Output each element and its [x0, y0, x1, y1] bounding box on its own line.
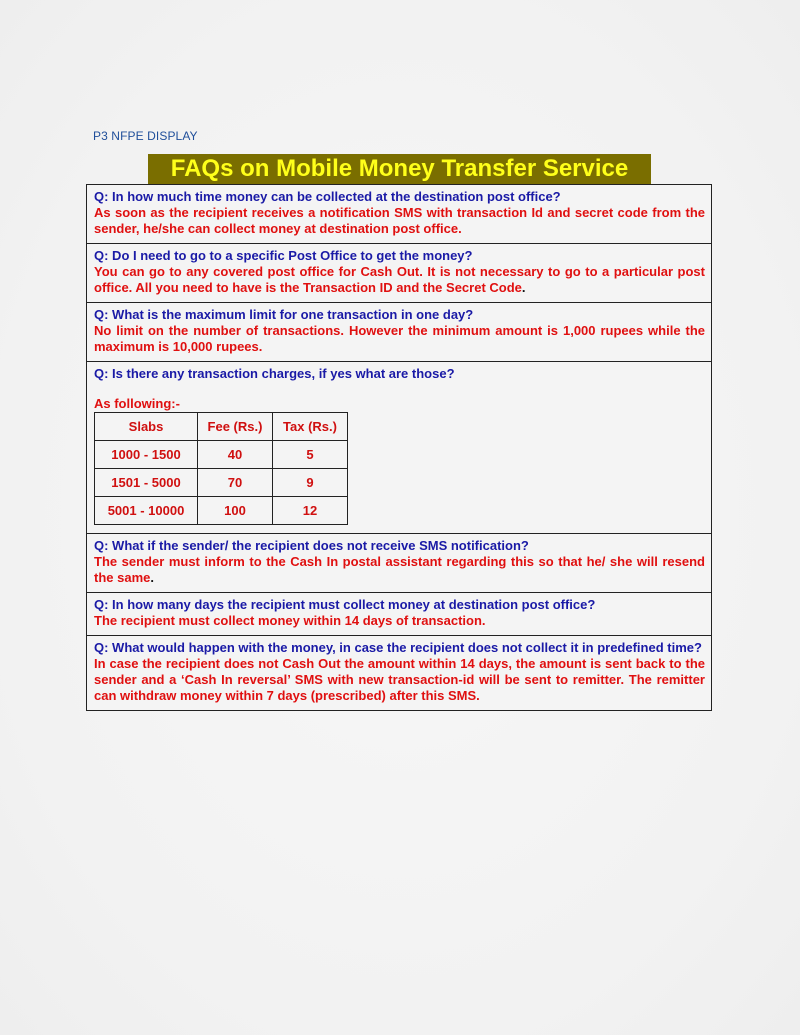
table-cell: 70 — [198, 469, 273, 497]
table-header-row — [95, 413, 348, 441]
faq-answer-text: You can go to any covered post office for Cash Out. It is not necessary to go to a particular post office. All you need to have is the Transaction ID and the Secret Code — [94, 264, 705, 295]
faq-question: Q: In how much time money can be collected at the destination post office? — [94, 189, 561, 204]
faq-answer-text: The sender must inform to the Cash In postal assistant regarding this so that he/ she will resend the same — [94, 554, 705, 585]
table-cell: 12 — [273, 497, 348, 525]
faq-list — [86, 184, 712, 711]
faq-answer — [94, 264, 705, 296]
table-cell: 5001 - 10000 — [95, 497, 198, 525]
faq-question: Q: In how many days the recipient must collect money at destination post office? — [94, 597, 596, 612]
faq-question: Q: What is the maximum limit for one transaction in one day? — [94, 307, 474, 322]
table-cell: 1501 - 5000 — [95, 469, 198, 497]
faq-item-5 — [87, 533, 711, 592]
faq-item-3 — [87, 302, 711, 361]
faq-answer-period: . — [521, 280, 526, 295]
table-header: Fee (Rs.) — [198, 413, 273, 441]
faq-item-7 — [87, 635, 711, 710]
page-title: FAQs on Mobile Money Transfer Service — [148, 154, 651, 184]
faq-answer: In case the recipient does not Cash Out the amount within 14 days, the amount is sent back to the sender and a ‘Cash In reversal’ SMS with new transaction-id will be sent to remitter. The remitter can withdraw money within 7 days (prescribed) after this SMS. — [94, 656, 705, 703]
table-header: Slabs — [95, 413, 198, 441]
faq-question: Q: What would happen with the money, in case the recipient does not collect it in predefined time? — [94, 640, 702, 655]
faq-answer: No limit on the number of transactions. However the minimum amount is 1,000 rupees while the maximum is 10,000 rupees. — [94, 323, 705, 354]
faq-answer: As following:- — [94, 396, 180, 411]
faq-item-6 — [87, 592, 711, 635]
table-cell: 9 — [273, 469, 348, 497]
faq-question: Q: Do I need to go to a specific Post Office to get the money? — [94, 248, 473, 263]
table-cell: 5 — [273, 441, 348, 469]
faq-item-1 — [87, 185, 711, 243]
faq-item-2 — [87, 243, 711, 302]
table-cell: 100 — [198, 497, 273, 525]
header-label: P3 NFPE DISPLAY — [93, 129, 198, 143]
charges-table — [94, 412, 348, 525]
faq-answer-period: . — [150, 570, 154, 585]
faq-question: Q: What if the sender/ the recipient does not receive SMS notification? — [94, 538, 529, 553]
table-header: Tax (Rs.) — [273, 413, 348, 441]
faq-answer — [94, 554, 705, 586]
table-row — [95, 441, 348, 469]
faq-answer: The recipient must collect money within 14 days of transaction. — [94, 613, 486, 628]
faq-item-4 — [87, 361, 711, 533]
table-cell: 40 — [198, 441, 273, 469]
table-cell: 1000 - 1500 — [95, 441, 198, 469]
table-row — [95, 497, 348, 525]
table-row — [95, 469, 348, 497]
faq-question: Q: Is there any transaction charges, if yes what are those? — [94, 366, 455, 381]
faq-answer: As soon as the recipient receives a notification SMS with transaction Id and secret code from the sender, he/she can collect money at destination post office. — [94, 205, 705, 236]
